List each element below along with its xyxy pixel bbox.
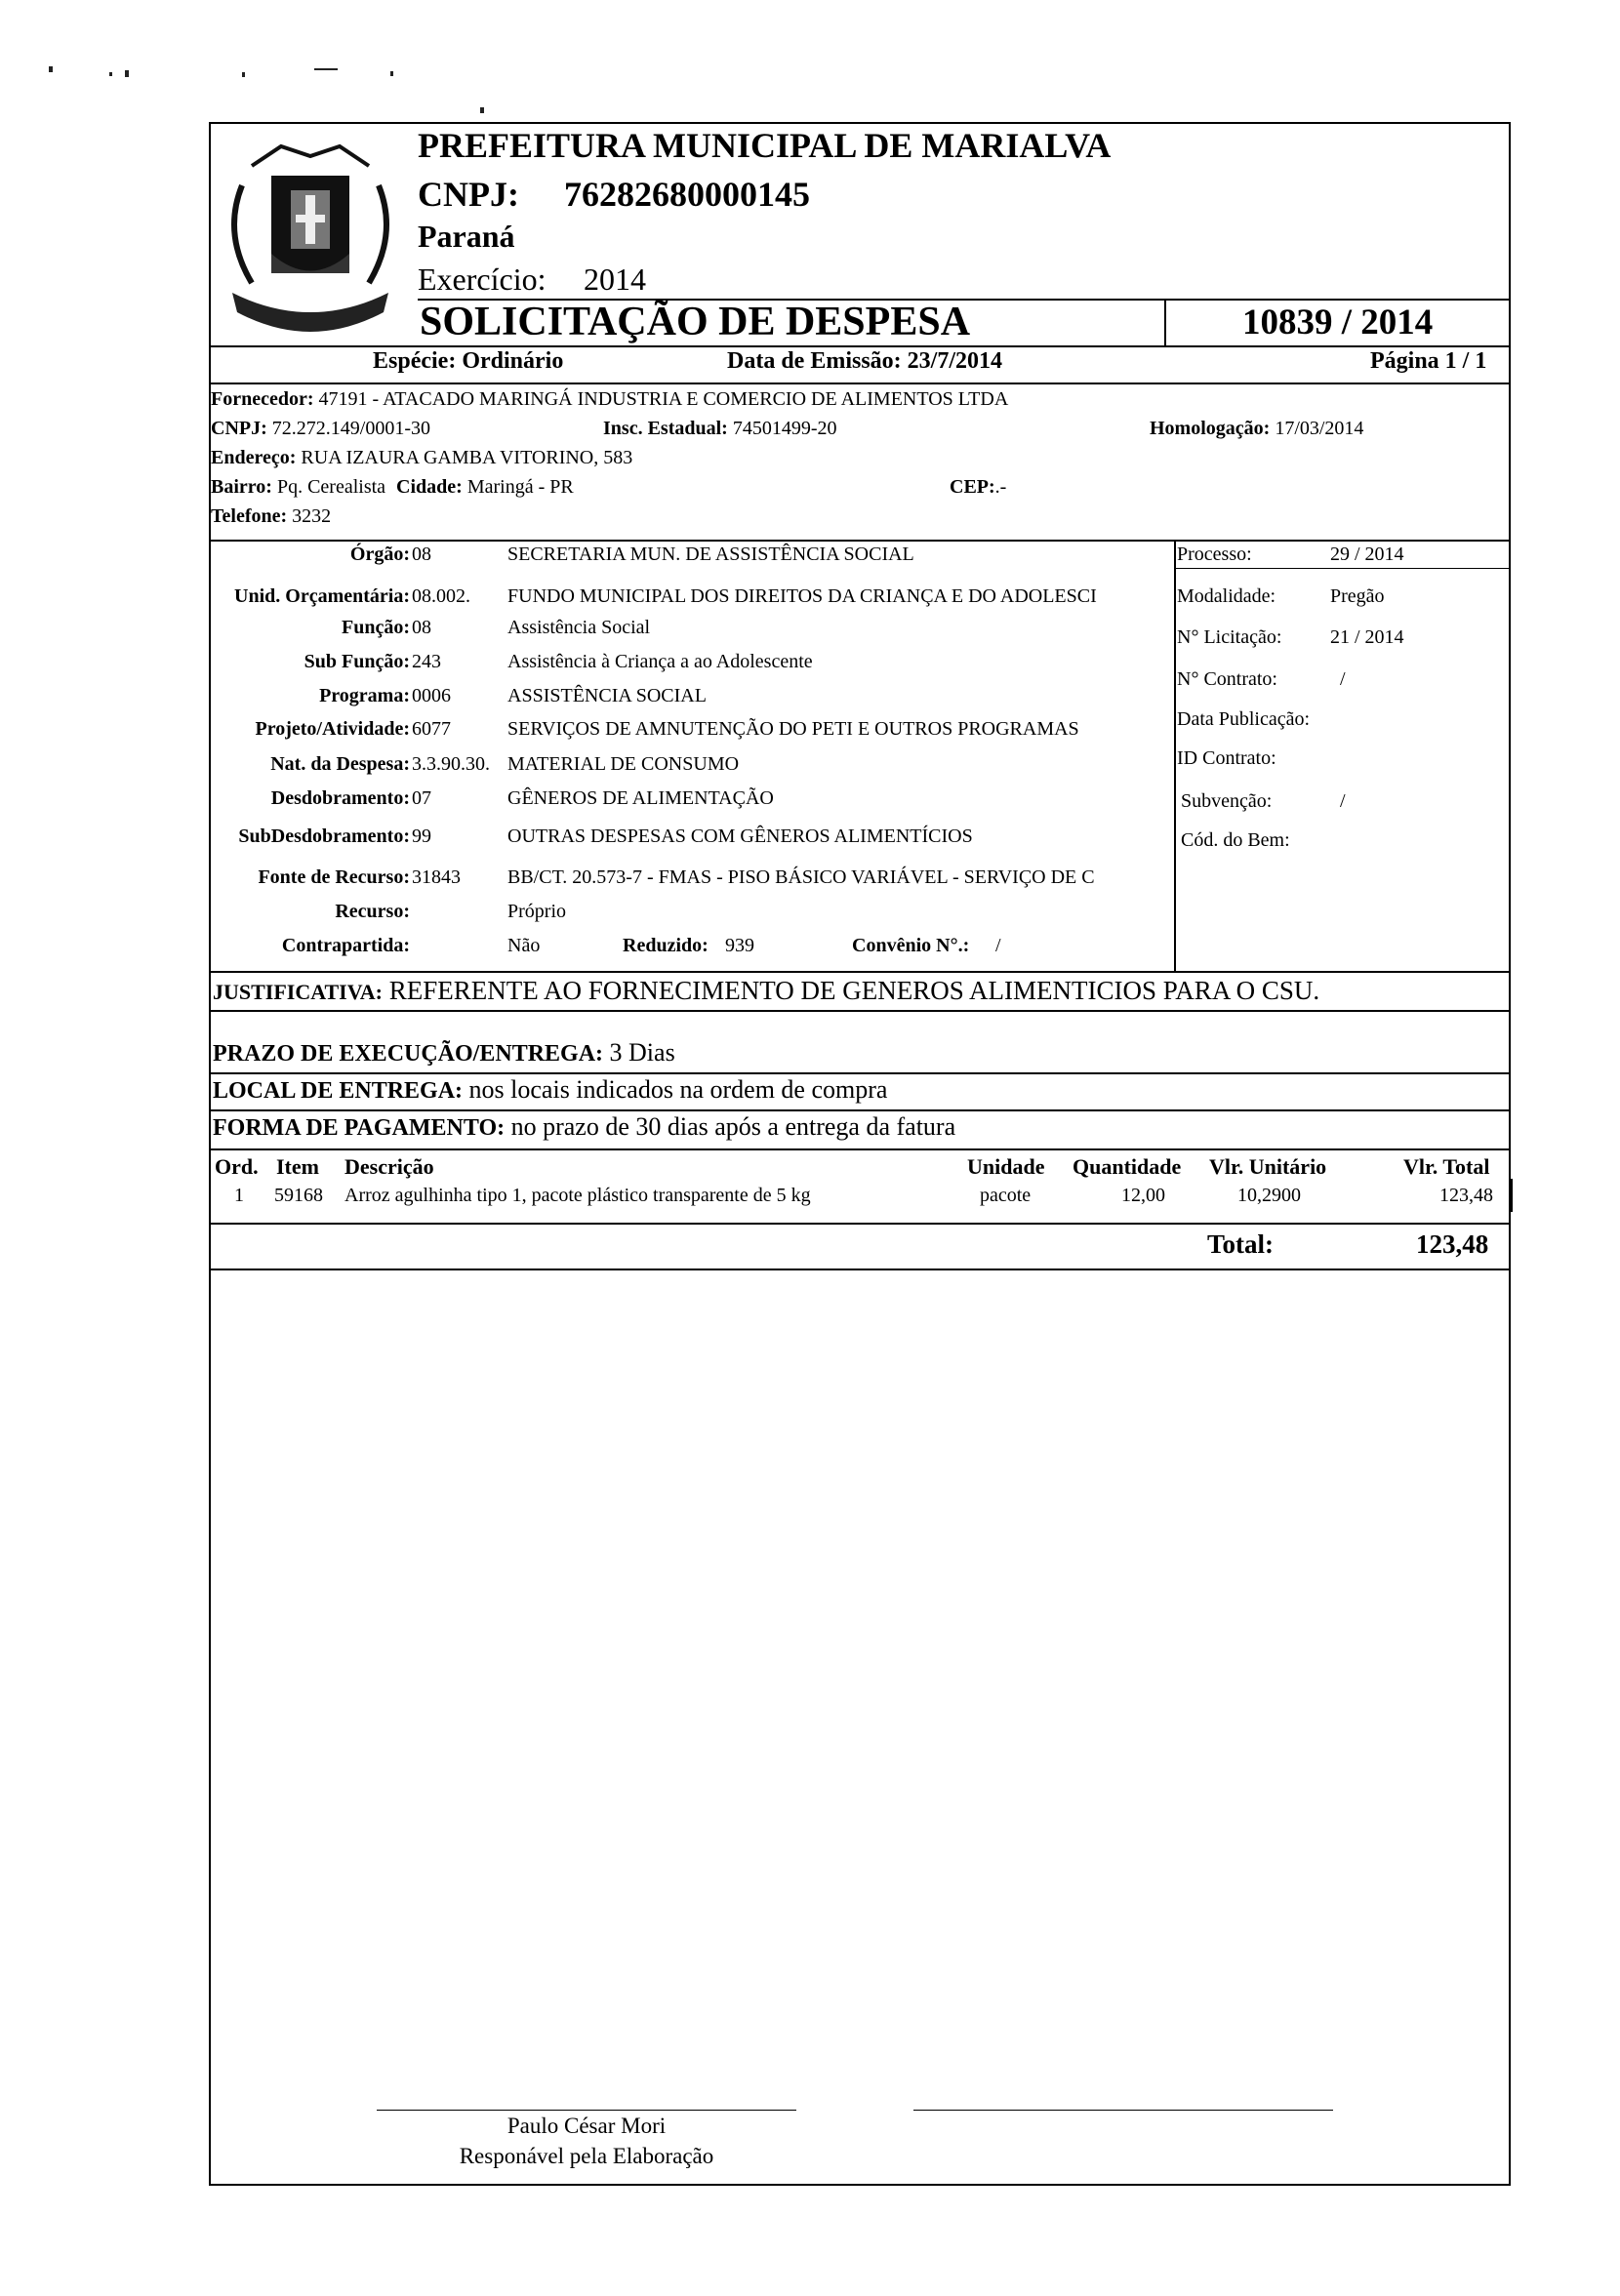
justification-top-divider xyxy=(209,971,1511,973)
reduzido-label: Reduzido: xyxy=(623,935,709,956)
local-value: nos locais indicados na ordem de compra xyxy=(468,1075,888,1104)
budget-row-description: MATERIAL DE CONSUMO xyxy=(507,753,740,775)
budget-row-label: Programa: xyxy=(319,685,410,706)
items-top-divider xyxy=(209,1148,1511,1150)
cod-bem-label: Cód. do Bem: xyxy=(1181,829,1290,851)
budget-row-label: Recurso: xyxy=(335,901,410,922)
cep-label: CEP: xyxy=(950,476,995,498)
modalidade-value: Pregão xyxy=(1330,585,1385,607)
budget-row-description: OUTRAS DESPESAS COM GÊNEROS ALIMENTÍCIOS xyxy=(507,826,973,847)
municipality-name: PREFEITURA MUNICIPAL DE MARIALVA xyxy=(418,126,1112,165)
exercise-value: 2014 xyxy=(584,262,646,297)
processo-value: 29 / 2014 xyxy=(1330,544,1404,565)
scan-mark xyxy=(314,68,338,70)
justification-line xyxy=(213,976,1319,1006)
cep-value: .- xyxy=(994,476,1007,498)
insc-label: Insc. Estadual: xyxy=(603,418,728,439)
supplier-district xyxy=(211,476,574,499)
id-contrato-label: ID Contrato: xyxy=(1177,747,1276,769)
state-name: Paraná xyxy=(418,219,515,254)
subvencao-value: / xyxy=(1340,790,1346,812)
page-number: Página 1 / 1 xyxy=(1370,348,1487,374)
supplier-line xyxy=(211,388,1008,411)
processo-label: Processo: xyxy=(1177,544,1252,565)
total-top-divider xyxy=(209,1223,1511,1225)
reduzido-value: 939 xyxy=(725,935,754,956)
publicacao-label: Data Publicação: xyxy=(1177,708,1311,730)
prazo-value: 3 Dias xyxy=(609,1038,675,1067)
budget-row-description: SECRETARIA MUN. DE ASSISTÊNCIA SOCIAL xyxy=(507,544,914,565)
budget-row-label: Unid. Orçamentária: xyxy=(234,585,410,607)
justification-text: REFERENTE AO FORNECIMENTO DE GENEROS ALIMENTICIOS PARA O CSU. xyxy=(388,976,1320,1005)
address-label: Endereço: xyxy=(211,447,297,468)
budget-row-description: GÊNEROS DE ALIMENTAÇÃO xyxy=(507,787,774,809)
process-divider xyxy=(1174,568,1511,569)
justification-label: JUSTIFICATIVA: xyxy=(213,980,384,1004)
budget-side-divider xyxy=(1174,540,1176,971)
address-value: RUA IZAURA GAMBA VITORINO, 583 xyxy=(301,447,633,468)
district-value: Pq. Cerealista xyxy=(276,476,386,498)
budget-row-code: 3.3.90.30. xyxy=(412,753,490,775)
contrato-label: N° Contrato: xyxy=(1177,668,1277,690)
supplier-state-registration xyxy=(603,418,836,440)
budget-row-label: SubDesdobramento: xyxy=(238,826,410,847)
justification-bottom-divider xyxy=(209,1010,1511,1012)
signature-line-right xyxy=(913,2110,1333,2111)
budget-row-code: 99 xyxy=(412,826,431,847)
budget-row-code: 0006 xyxy=(412,685,451,706)
row-desc: Arroz agulhinha tipo 1, pacote plástico transparente de 5 kg xyxy=(344,1185,811,1206)
local-divider xyxy=(209,1109,1511,1111)
species: Espécie: Ordinário xyxy=(373,348,564,374)
row-unit-price: 10,2900 xyxy=(1237,1185,1301,1206)
budget-row-label: Projeto/Atividade: xyxy=(255,718,410,740)
budget-row-code: 08.002. xyxy=(412,585,470,607)
scan-mark xyxy=(109,72,112,76)
homologation xyxy=(1150,418,1363,440)
budget-row-description: Assistência à Criança a ao Adolescente xyxy=(507,651,813,672)
row-total: 123,48 xyxy=(1439,1185,1493,1206)
cnpj-label: CNPJ: xyxy=(418,175,519,214)
row-quantidade: 12,00 xyxy=(1121,1185,1165,1206)
supplier-cnpj-label: CNPJ: xyxy=(211,418,267,439)
budget-row-description: Próprio xyxy=(507,901,566,922)
title-divider xyxy=(209,345,1511,347)
phone-value: 3232 xyxy=(292,505,332,527)
row-unidade: pacote xyxy=(980,1185,1032,1206)
items-right-tick xyxy=(1511,1179,1513,1212)
insc-value: 74501499-20 xyxy=(732,418,837,439)
col-quantidade: Quantidade xyxy=(1073,1154,1182,1179)
row-item: 59168 xyxy=(274,1185,323,1206)
budget-row-description: Assistência Social xyxy=(507,617,651,638)
row-ord: 1 xyxy=(234,1185,244,1206)
total-value: 123,48 xyxy=(1416,1229,1489,1259)
exercise-label: Exercício: xyxy=(418,262,547,297)
title-number-divider xyxy=(1164,299,1166,345)
total-bottom-divider xyxy=(209,1269,1511,1270)
contrato-value: / xyxy=(1340,668,1346,690)
col-desc: Descrição xyxy=(344,1154,434,1179)
phone-label: Telefone: xyxy=(211,505,288,527)
local-label: LOCAL DE ENTREGA: xyxy=(213,1078,464,1104)
contrapartida-value: Não xyxy=(507,935,541,956)
licitacao-value: 21 / 2014 xyxy=(1330,626,1404,648)
supplier-address xyxy=(211,447,632,469)
city-value: Maringá - PR xyxy=(466,476,574,498)
convenio-value: / xyxy=(995,935,1001,956)
supplier-label: Fornecedor: xyxy=(211,388,314,410)
budget-row-description: SERVIÇOS DE AMNUTENÇÃO DO PETI E OUTROS PROGRAMAS xyxy=(507,718,1079,740)
payment-line xyxy=(213,1112,955,1142)
budget-row-code: 08 xyxy=(412,544,431,565)
contrapartida-label: Contrapartida: xyxy=(281,935,410,956)
col-total: Vlr. Total xyxy=(1403,1154,1490,1179)
convenio-label: Convênio N°.: xyxy=(852,935,970,956)
issue-date: Data de Emissão: 23/7/2014 xyxy=(727,348,1002,374)
signature-role: Responável pela Elaboração xyxy=(459,2144,714,2168)
city-label: Cidade: xyxy=(396,476,463,498)
scan-mark xyxy=(480,107,484,113)
scan-mark xyxy=(125,70,129,77)
budget-row-description: ASSISTÊNCIA SOCIAL xyxy=(507,685,707,706)
budget-row-code: 31843 xyxy=(412,866,461,888)
budget-row-code: 07 xyxy=(412,787,431,809)
local-line xyxy=(213,1075,887,1105)
budget-row-code: 243 xyxy=(412,651,441,672)
supplier-cnpj-value: 72.272.149/0001-30 xyxy=(271,418,430,439)
budget-row-label: Nat. da Despesa: xyxy=(270,753,410,775)
supplier-value: 47191 - ATACADO MARINGÁ INDUSTRIA E COMERCIO DE ALIMENTOS LTDA xyxy=(318,388,1009,410)
payment-label: FORMA DE PAGAMENTO: xyxy=(213,1115,506,1141)
col-unit-price: Vlr. Unitário xyxy=(1209,1154,1327,1179)
budget-row-label: Órgão: xyxy=(349,544,410,565)
scan-mark xyxy=(242,72,245,77)
prazo-divider xyxy=(209,1072,1511,1074)
subvencao-label: Subvenção: xyxy=(1181,790,1273,812)
prazo-line xyxy=(213,1038,675,1067)
crest-ribbon-text: MARIALVA xyxy=(265,293,350,309)
budget-row-description: FUNDO MUNICIPAL DOS DIREITOS DA CRIANÇA E DO ADOLESCI xyxy=(507,585,1097,607)
homologation-label: Homologação: xyxy=(1150,418,1271,439)
budget-row-label: Desdobramento: xyxy=(270,787,410,809)
crest-icon xyxy=(213,127,408,346)
document-title: SOLICITAÇÃO DE DESPESA xyxy=(420,300,971,344)
cnpj-value: 76282680000145 xyxy=(564,175,810,214)
signature-name: Paulo César Mori xyxy=(506,2114,667,2138)
budget-row-label: Função: xyxy=(342,617,410,638)
licitacao-label: N° Licitação: xyxy=(1177,626,1282,648)
budget-row-label: Fonte de Recurso: xyxy=(258,866,410,888)
district-label: Bairro: xyxy=(211,476,272,498)
homologation-value: 17/03/2014 xyxy=(1275,418,1364,439)
signature-line-left xyxy=(377,2110,796,2111)
modalidade-label: Modalidade: xyxy=(1177,585,1276,607)
supplier-cnpj xyxy=(211,418,430,440)
budget-row-code: 6077 xyxy=(412,718,451,740)
supplier-top-divider xyxy=(209,383,1511,384)
col-item: Item xyxy=(276,1154,319,1179)
scan-mark xyxy=(390,71,393,76)
budget-row-code: 08 xyxy=(412,617,431,638)
scan-mark xyxy=(49,66,53,72)
document-number: 10839 / 2014 xyxy=(1242,302,1434,342)
col-ord: Ord. xyxy=(215,1154,259,1179)
payment-value: no prazo de 30 dias após a entrega da fatura xyxy=(510,1112,956,1141)
budget-row-description: BB/CT. 20.573-7 - FMAS - PISO BÁSICO VARIÁVEL - SERVIÇO DE C xyxy=(507,866,1095,888)
budget-top-divider xyxy=(209,540,1511,542)
total-label: Total: xyxy=(1207,1229,1275,1259)
col-unidade: Unidade xyxy=(967,1154,1045,1179)
budget-row-label: Sub Função: xyxy=(304,651,410,672)
supplier-cep xyxy=(950,476,1006,499)
prazo-label: PRAZO DE EXECUÇÃO/ENTREGA: xyxy=(213,1041,604,1067)
supplier-phone xyxy=(211,505,331,528)
